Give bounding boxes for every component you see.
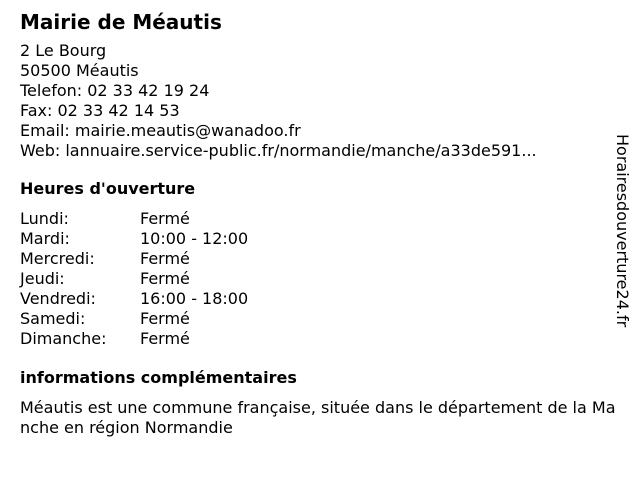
hours-row xyxy=(20,209,620,229)
hours-row xyxy=(20,249,620,269)
hours-time: Fermé xyxy=(140,269,190,288)
hours-row xyxy=(20,229,620,249)
email-address[interactable]: Email: mairie.meautis@wanadoo.fr xyxy=(20,121,301,140)
hours-day: Jeudi: xyxy=(20,269,65,288)
address-street: 2 Le Bourg xyxy=(20,41,107,60)
hours-time: Fermé xyxy=(140,209,190,228)
opening-hours-heading: Heures d'ouverture xyxy=(20,179,196,198)
additional-info-heading: informations complémentaires xyxy=(20,368,297,387)
hours-time: 10:00 - 12:00 xyxy=(140,229,249,248)
hours-row xyxy=(20,309,620,329)
hours-row xyxy=(20,289,620,309)
website-link[interactable]: Web: lannuaire.service-public.fr/normandie/manche/a33de591... xyxy=(20,141,537,160)
phone-number[interactable]: Telefon: 02 33 42 19 24 xyxy=(20,81,210,100)
opening-hours-table xyxy=(20,209,620,349)
hours-day: Lundi: xyxy=(20,209,69,228)
hours-time: 16:00 - 18:00 xyxy=(140,289,249,308)
page-title: Mairie de Méautis xyxy=(20,10,222,34)
hours-time: Fermé xyxy=(140,309,190,328)
hours-time: Fermé xyxy=(140,249,190,268)
hours-day: Mardi: xyxy=(20,229,70,248)
hours-day: Vendredi: xyxy=(20,289,96,308)
address-city: 50500 Méautis xyxy=(20,61,139,80)
hours-time: Fermé xyxy=(140,329,190,348)
hours-row xyxy=(20,269,620,289)
fax-number: Fax: 02 33 42 14 53 xyxy=(20,101,180,120)
hours-day: Dimanche: xyxy=(20,329,107,348)
hours-row xyxy=(20,329,620,349)
hours-day: Mercredi: xyxy=(20,249,95,268)
additional-info-text: Méautis est une commune française, située dans le département de la Manche en région Normandie xyxy=(20,398,616,437)
site-watermark: Horairesdouverture24.fr xyxy=(613,134,632,328)
business-listing xyxy=(20,10,620,438)
hours-day: Samedi: xyxy=(20,309,86,328)
